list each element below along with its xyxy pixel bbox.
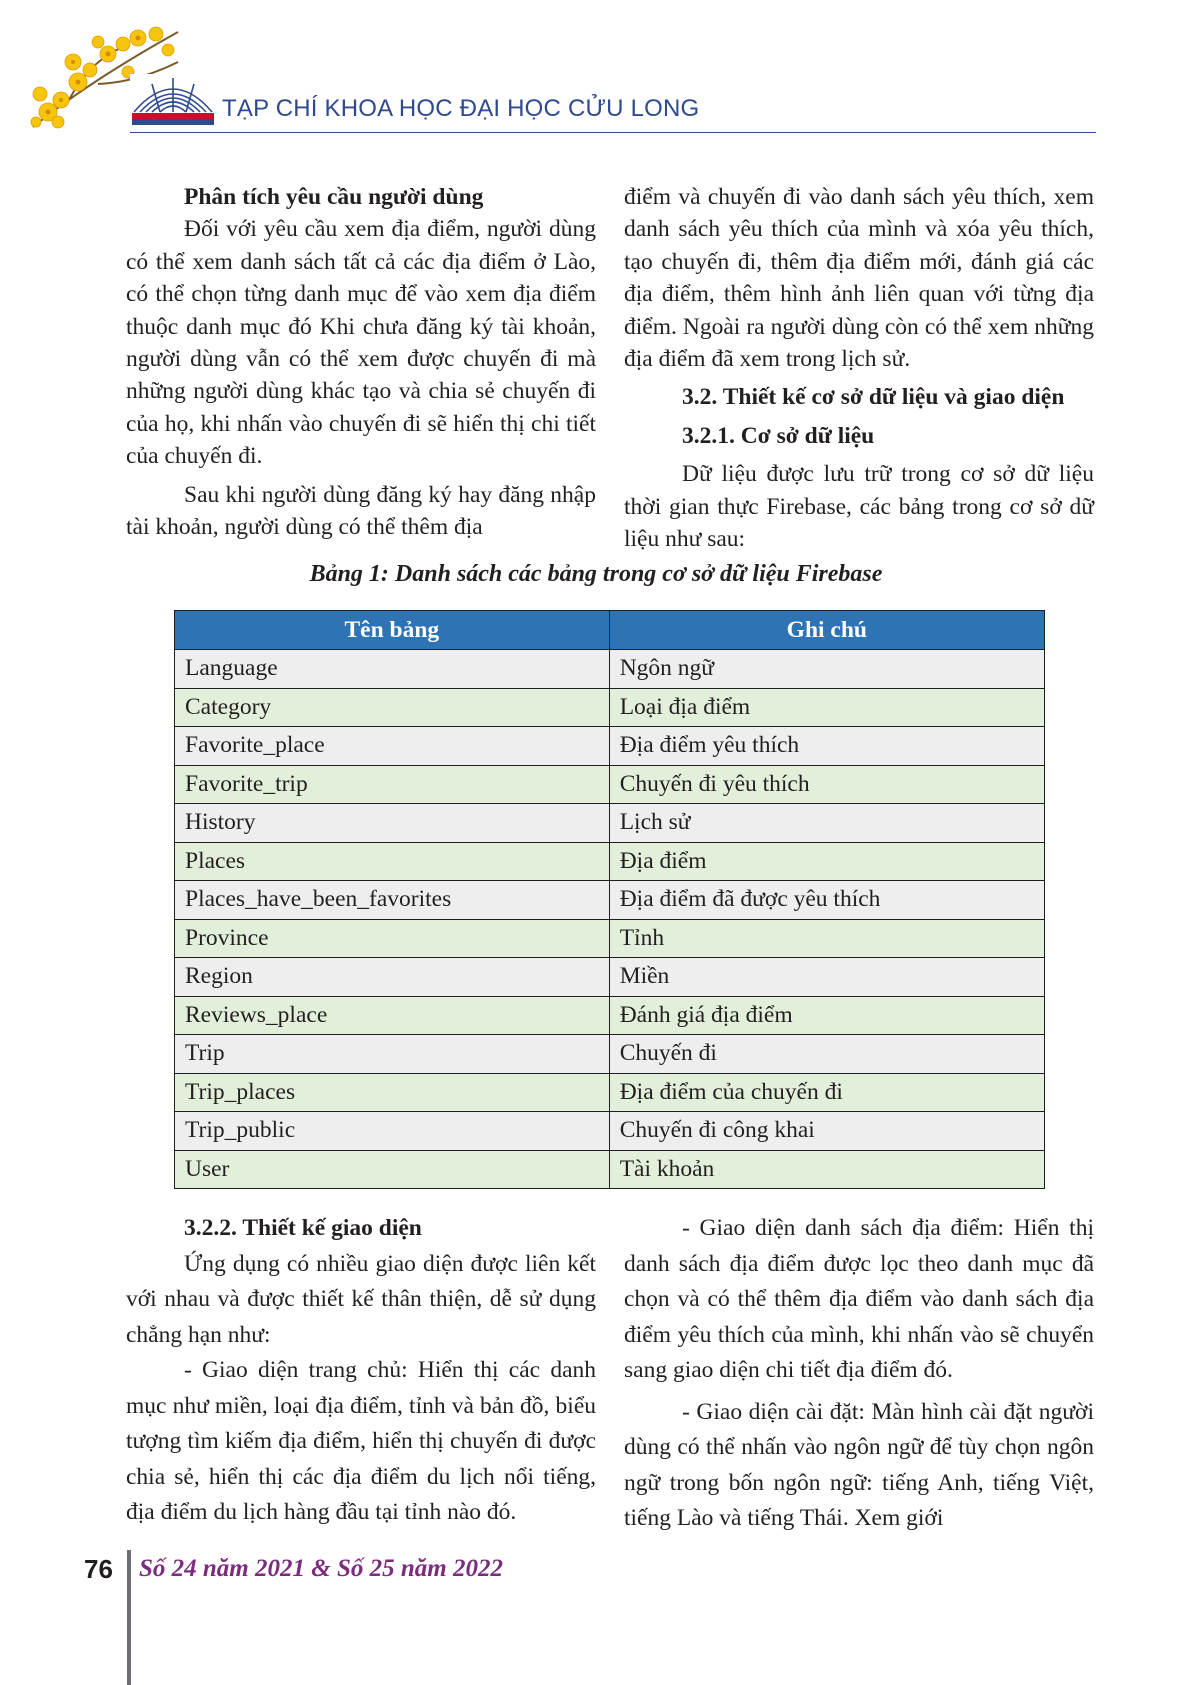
page-number: 76 [84,1554,113,1584]
table-row [175,881,1045,920]
footer-divider [127,1550,131,1685]
left-column-bottom [126,1211,596,1531]
paragraph: điểm và chuyến đi vào danh sách yêu thích, xem danh sách yêu thích của mình và xóa yêu thích, tạo chuyến đi, thêm địa điểm mới, đánh giá các địa điểm, thêm hình ảnh liên quan với từng địa điểm. Ngoài ra người dùng còn có thể xem những địa điểm đã xem trong lịch sử. [624,184,1094,373]
table-cell: Loại địa điểm [609,688,1044,727]
table-cell: Category [175,688,610,727]
university-logo [130,74,216,126]
right-column-top [624,181,1094,555]
table-row [175,1112,1045,1151]
table-cell: Ngôn ngữ [609,650,1044,689]
table-caption: Bảng 1: Danh sách các bảng trong cơ sở dữ liệu Firebase [309,561,883,587]
table-row [175,727,1045,766]
bullet-paragraph: - Giao diện trang chủ: Hiển thị các danh mục như miền, loại địa điểm, tỉnh và bản đồ, biểu tượng tìm kiếm địa điểm, hiển thị chuyến đi được chia sẻ, hiển thị các địa điểm du lịch nổi tiếng, địa điểm du lịch hàng đầu tại tỉnh nào đó. [126,1357,596,1525]
table-cell: Tài khoản [609,1150,1044,1189]
table-cell: Region [175,958,610,997]
table-cell: Đánh giá địa điểm [609,996,1044,1035]
table-cell: Trip_places [175,1073,610,1112]
paragraph: Sau khi người dùng đăng ký hay đăng nhập tài khoản, người dùng có thể thêm địa [126,481,596,541]
section-heading-3-2-2: 3.2.2. Thiết kế giao diện [184,1215,422,1241]
table-cell: Favorite_place [175,727,610,766]
column-header: Ghi chú [609,611,1044,650]
table-row [175,1035,1045,1074]
table-row [175,688,1045,727]
table-cell: Reviews_place [175,996,610,1035]
section-heading-3-2-1: 3.2.1. Cơ sở dữ liệu [682,422,875,449]
table-cell: Địa điểm đã được yêu thích [609,881,1044,920]
table-cell: Địa điểm yêu thích [609,727,1044,766]
paragraph: Ứng dụng có nhiều giao diện được liên kết với nhau và được thiết kế thân thiện, dễ sử dụng chẳng hạn như: [126,1250,596,1348]
table-cell: Favorite_trip [175,765,610,804]
table-cell: Địa điểm của chuyến đi [609,1073,1044,1112]
table-cell: Chuyến đi [609,1035,1044,1074]
firebase-tables-table [174,610,1045,1189]
section-heading-3-2: 3.2. Thiết kế cơ sở dữ liệu và giao diện [682,384,1065,411]
table-row [175,958,1045,997]
table-cell: Chuyến đi yêu thích [609,765,1044,804]
table-cell: Tỉnh [609,919,1044,958]
issue-label: Số 24 năm 2021 & Số 25 năm 2022 [139,1555,503,1582]
paragraph: Dữ liệu được lưu trữ trong cơ sở dữ liệu thời gian thực Firebase, các bảng trong cơ sở dữ liệu như sau: [624,461,1094,553]
table-row [175,842,1045,881]
table-row [175,919,1045,958]
table-row [175,804,1045,843]
table-row [175,650,1045,689]
table-cell: User [175,1150,610,1189]
bullet-paragraph: - Giao diện danh sách địa điểm: Hiển thị danh sách địa điểm được lọc theo danh mục đã chọn và có thể thêm địa điểm vào danh sách địa điểm yêu thích của mình, khi nhấn vào sẽ chuyển sang giao diện chi tiết địa điểm đó. [624,1215,1094,1383]
section-heading-user-requirements: Phân tích yêu cầu người dùng [184,184,484,210]
table-row [175,1073,1045,1112]
right-column-bottom [624,1211,1094,1537]
column-header: Tên bảng [175,611,610,650]
table-cell: Places_have_been_favorites [175,881,610,920]
table-cell: Miền [609,958,1044,997]
table-cell: Trip [175,1035,610,1074]
header-divider [130,132,1096,133]
table-header-row [175,611,1045,650]
table-row [175,1150,1045,1189]
paragraph: Đối với yêu cầu xem địa điểm, người dùng có thể xem danh sách tất cả các địa điểm ở Lào, có thể chọn từng danh mục để vào xem địa điểm thuộc danh mục đó Khi chưa đăng ký tài khoản, người dùng vẫn có thể xem được chuyến đi mà những người dùng khác tạo và chia sẻ chuyến đi của họ, khi nhấn vào chuyến đi sẽ hiển thị chi tiết của chuyến đi. [126,216,596,470]
table-cell: Trip_public [175,1112,610,1151]
table-cell: Lịch sử [609,804,1044,843]
table-row [175,996,1045,1035]
journal-title: TẠP CHÍ KHOA HỌC ĐẠI HỌC CỬU LONG [222,95,700,122]
table-cell: Language [175,650,610,689]
bullet-paragraph: - Giao diện cài đặt: Màn hình cài đặt người dùng có thể nhấn vào ngôn ngữ để tùy chọn ngôn ngữ trong bốn ngôn ngữ: tiếng Anh, tiếng Việt, tiếng Lào và tiếng Thái. Xem giới [624,1398,1094,1531]
table-cell: History [175,804,610,843]
table-cell: Places [175,842,610,881]
table-cell: Chuyến đi công khai [609,1112,1044,1151]
table-row [175,765,1045,804]
table-cell: Province [175,919,610,958]
table-cell: Địa điểm [609,842,1044,881]
left-column-top [126,181,596,543]
